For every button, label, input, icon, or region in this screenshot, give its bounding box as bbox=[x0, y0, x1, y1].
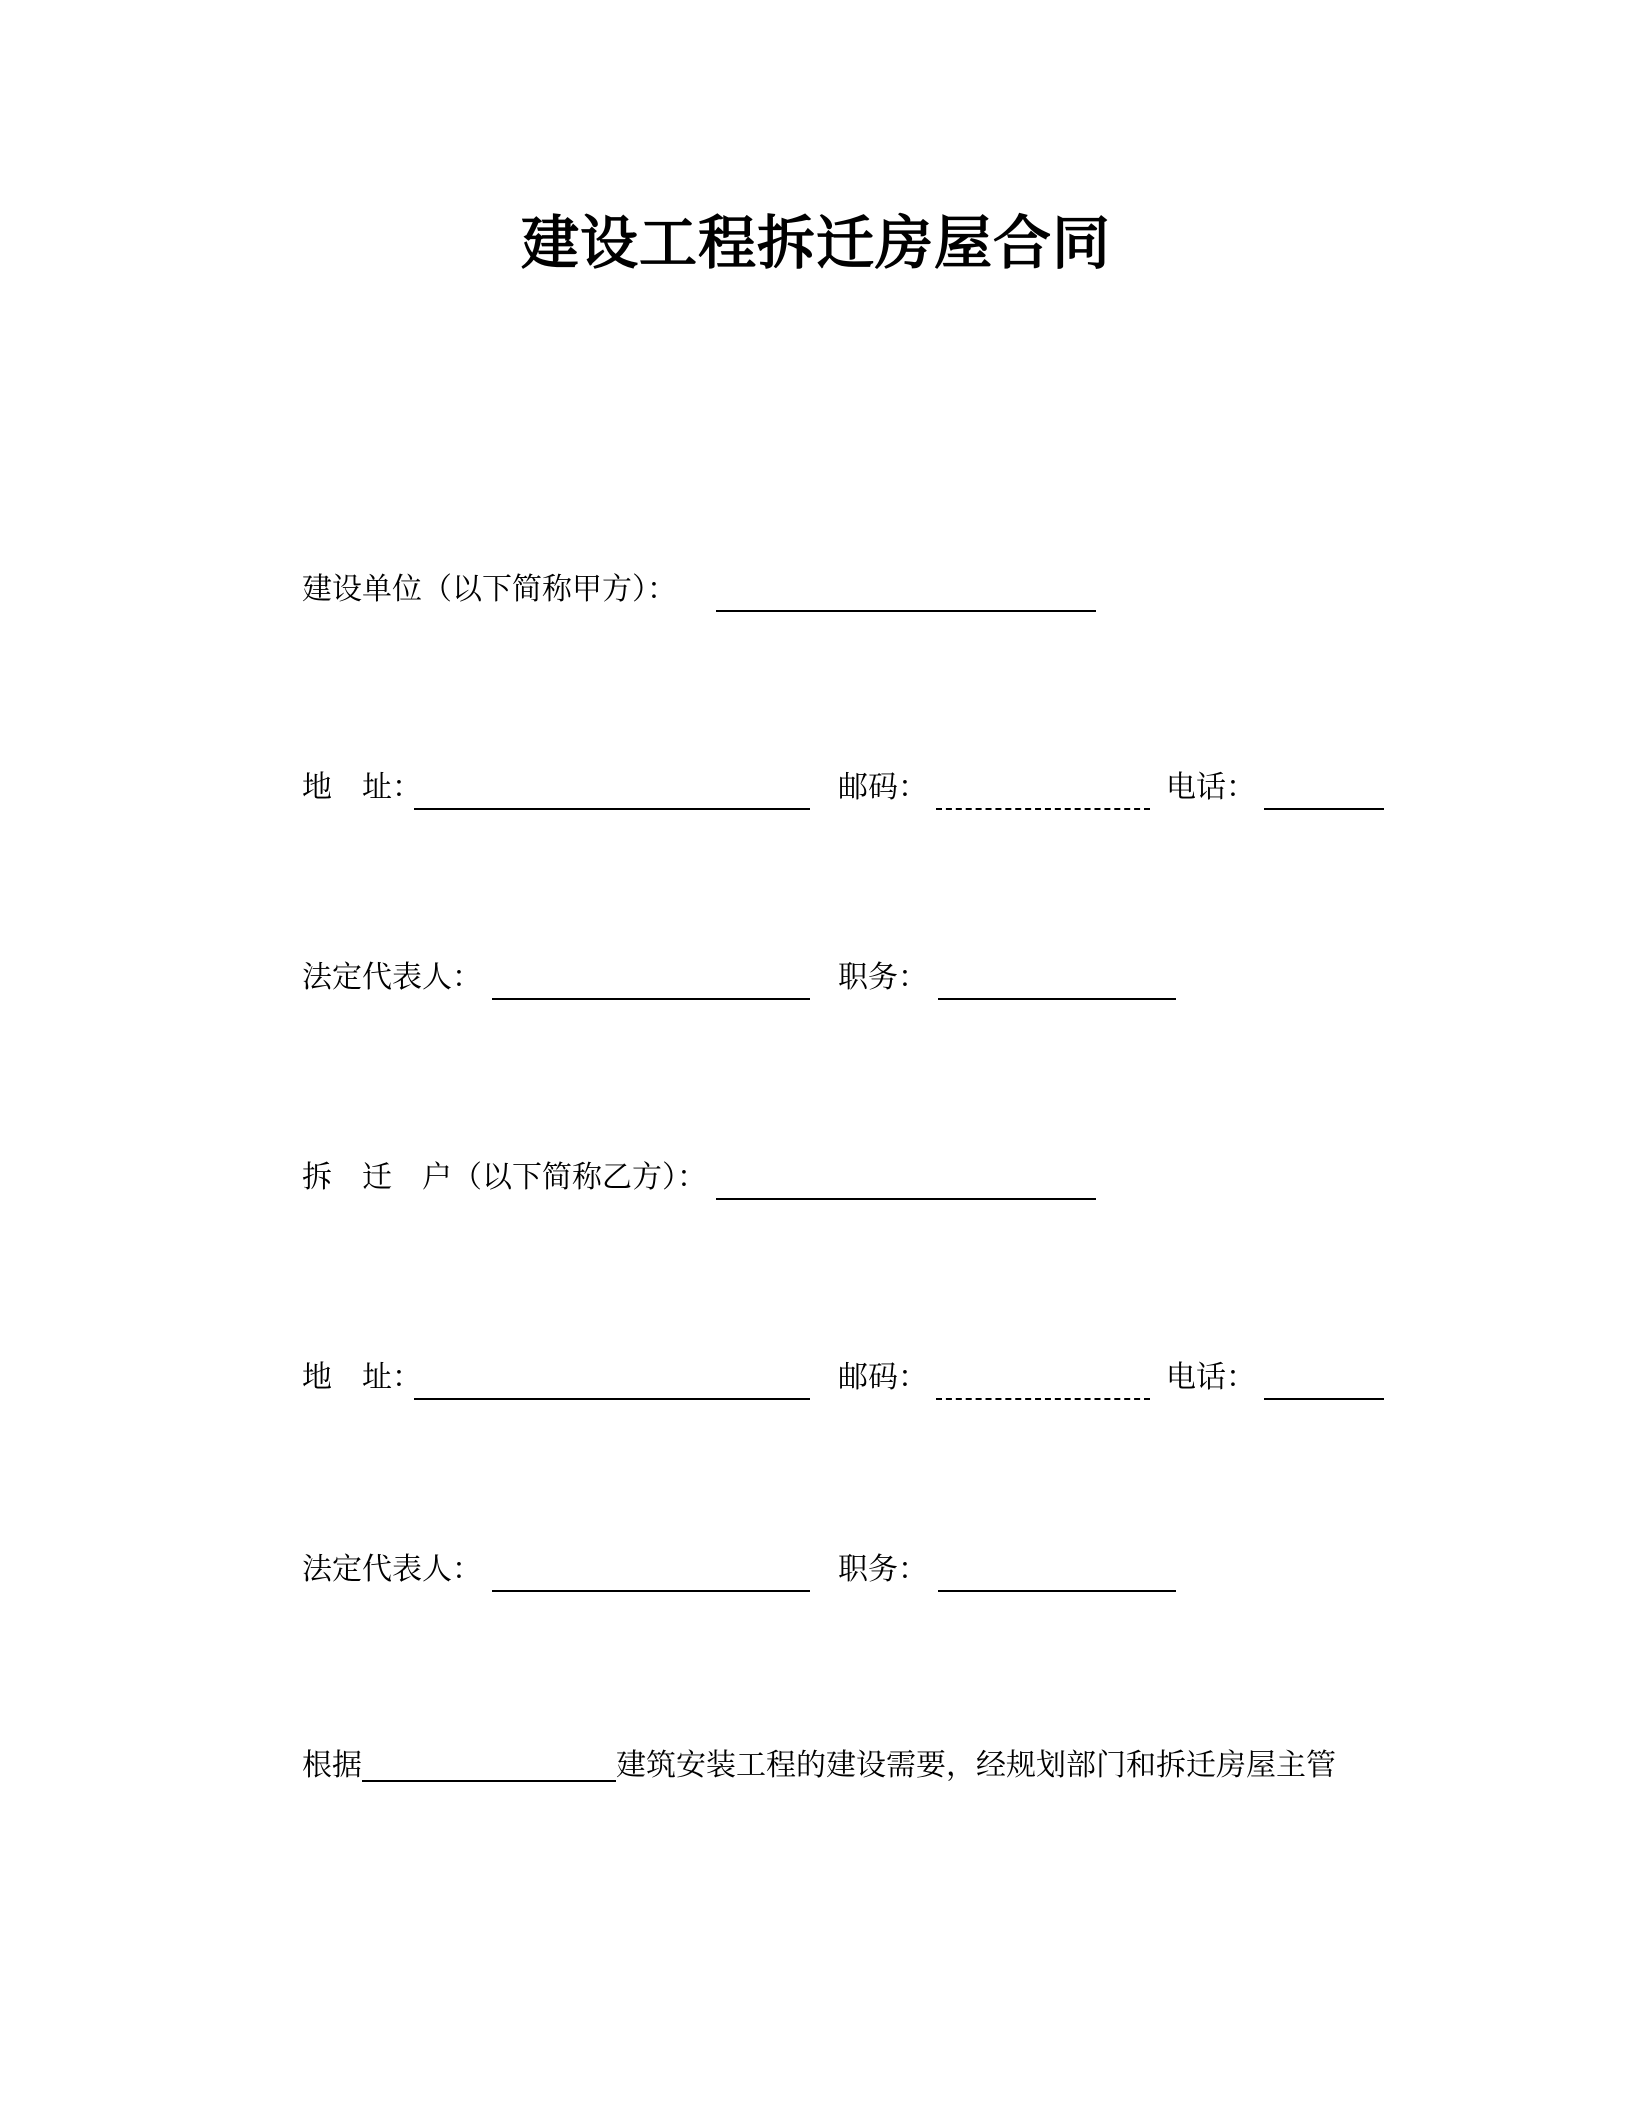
document-title: 建设工程拆迁房屋合同 bbox=[520, 209, 1111, 277]
party-b-phone-label: 电话： bbox=[1166, 1360, 1256, 1395]
party-b-position-label: 职务： bbox=[838, 1552, 928, 1587]
party-b-postcode-blank[interactable] bbox=[936, 1398, 1150, 1400]
party-b-address-row bbox=[302, 1356, 1402, 1406]
party-a-rep-blank[interactable] bbox=[492, 998, 810, 1000]
party-a-unit-blank[interactable] bbox=[716, 610, 1096, 612]
party-a-unit-row bbox=[302, 568, 1402, 618]
party-a-position-label: 职务： bbox=[838, 960, 928, 995]
party-b-postcode-label: 邮码： bbox=[838, 1360, 928, 1395]
party-a-postcode-label: 邮码： bbox=[838, 770, 928, 805]
party-b-address-label: 地 址： bbox=[302, 1360, 422, 1395]
party-a-address-label: 地 址： bbox=[302, 770, 422, 805]
party-a-phone-blank[interactable] bbox=[1264, 808, 1384, 810]
body-prefix: 根据 bbox=[302, 1748, 362, 1783]
party-b-unit-row bbox=[302, 1156, 1402, 1206]
party-a-postcode-blank[interactable] bbox=[936, 808, 1150, 810]
party-a-address-row bbox=[302, 766, 1402, 816]
party-a-unit-label: 建设单位（以下简称甲方）： bbox=[302, 572, 677, 607]
party-b-unit-label: 拆 迁 户（以下简称乙方）： bbox=[302, 1160, 707, 1195]
party-a-position-blank[interactable] bbox=[938, 998, 1176, 1000]
party-a-rep-row bbox=[302, 956, 1402, 1006]
project-name-blank[interactable] bbox=[362, 1750, 616, 1782]
body-suffix: 建筑安装工程的建设需要，经规划部门和拆迁房屋主管 bbox=[616, 1748, 1336, 1783]
party-b-phone-blank[interactable] bbox=[1264, 1398, 1384, 1400]
party-a-rep-label: 法定代表人： bbox=[302, 960, 482, 995]
party-b-address-blank[interactable] bbox=[414, 1398, 810, 1400]
party-b-unit-blank[interactable] bbox=[716, 1198, 1096, 1200]
party-b-rep-label: 法定代表人： bbox=[302, 1552, 482, 1587]
party-b-rep-row bbox=[302, 1548, 1402, 1598]
party-a-phone-label: 电话： bbox=[1166, 770, 1256, 805]
party-a-address-blank[interactable] bbox=[414, 808, 810, 810]
body-paragraph bbox=[302, 1744, 1336, 1788]
party-b-position-blank[interactable] bbox=[938, 1590, 1176, 1592]
party-b-rep-blank[interactable] bbox=[492, 1590, 810, 1592]
